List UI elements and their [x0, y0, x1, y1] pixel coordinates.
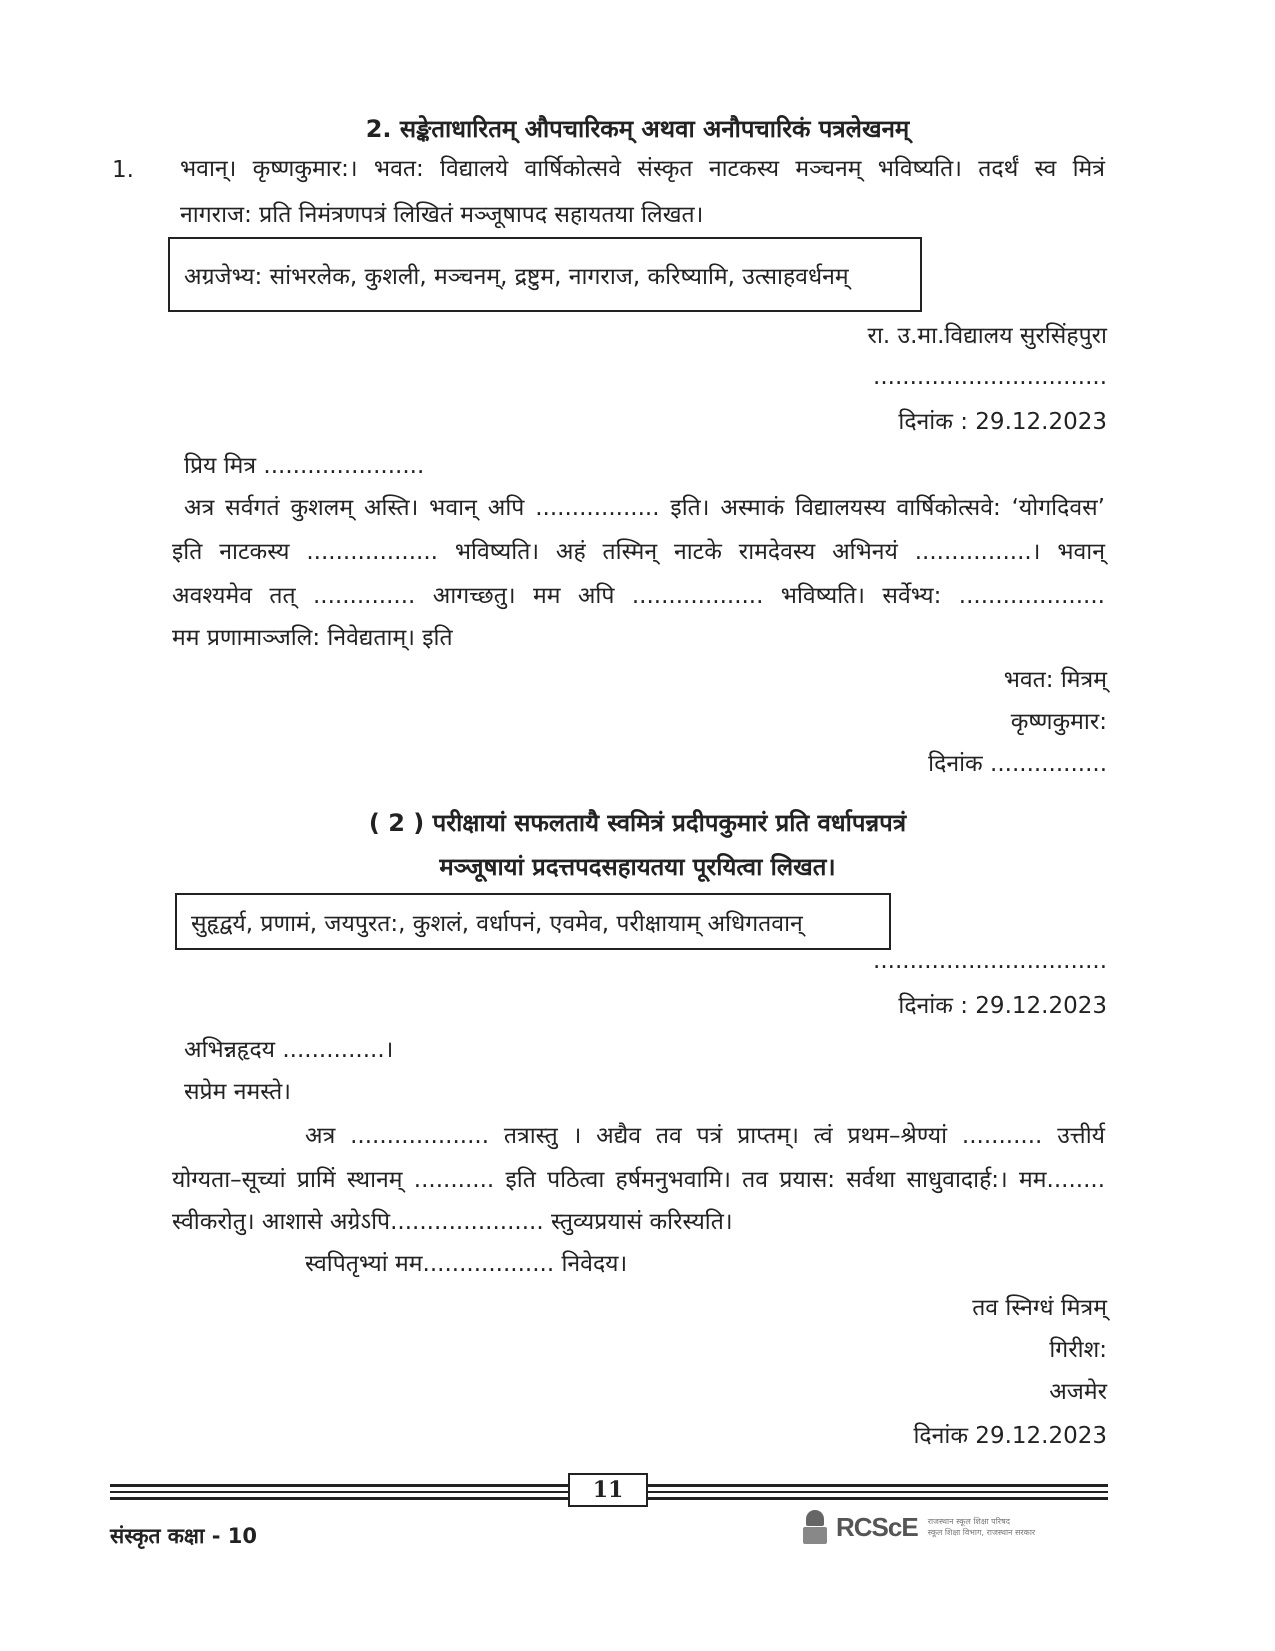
page-number: 11 [568, 1473, 648, 1507]
sender-address: रा. उ.मा.विद्यालय सुरसिंहपुरा [867, 323, 1107, 349]
closing: तव स्निग्धं मित्रम् [972, 1295, 1107, 1321]
salutation: अभिन्नहृदय ..............। [184, 1037, 394, 1063]
letter-body-line: योग्यता–सूच्यां प्रामिं स्थानम् ........... इति पठित्वा हर्षमनुभवामि। तव प्रयास: सर्वथा साधुवादार्ह:। मम........ [172, 1167, 1105, 1193]
letter-body-line: मम प्रणामाञ्जलि: निवेद्यताम्। इति [172, 625, 453, 651]
logo-subtitle-line: राजस्थान स्कूल शिक्षा परिषद [927, 1517, 1010, 1526]
address-blank: ................................ [873, 948, 1107, 974]
letter-body-line: स्वीकरोतु। आशासे अग्रेऽपि..................... स्तुव्यप्रयासं करिस्यति। [172, 1209, 733, 1235]
section-heading: ( 2 ) परीक्षायां सफलतायै स्वमित्रं प्रदीपकुमारं प्रति वर्धापन्नपत्रं [368, 809, 907, 837]
word-box-text: सुहृद्वर्य, प्रणामं, जयपुरत:, कुशलं, वर्धापनं, एवमेव, परीक्षायाम् अधिगतवान् [191, 910, 803, 937]
closing: भवत: मित्रम् [1003, 667, 1107, 693]
logo-subtitle [928, 1516, 1035, 1538]
logo-text: RCScE [836, 1511, 918, 1542]
question-text-line: नागराज: प्रति निमंत्रणपत्रं लिखितं मञ्जूषापद सहायतया लिखत। [180, 202, 704, 228]
rcsce-logo [800, 1510, 1035, 1544]
letter-date: दिनांक : 29.12.2023 [898, 993, 1107, 1019]
address-blank: ................................ [873, 364, 1107, 390]
word-box [168, 237, 922, 312]
word-box [175, 893, 891, 950]
question-text-line: भवान्। कृष्णकुमार:। भवत: विद्यालये वार्षिकोत्सवे संस्कृत नाटकस्य मञ्चनम् भविष्यति। तदर्थं स्व मित्रं [180, 156, 1105, 182]
question-number: 1. [112, 157, 134, 183]
letter-body-line: अवश्यमेव तत् .............. आगच्छतु। मम अपि .................. भविष्यति। सर्वेभ्य: .................... [172, 583, 1105, 609]
greeting: सप्रेम नमस्ते। [184, 1079, 291, 1105]
signature-place: अजमेर [1049, 1379, 1107, 1405]
salutation: प्रिय मित्र ...................... [184, 453, 425, 479]
word-box-text: अग्रजेभ्य: सांभरलेक, कुशली, मञ्चनम्, द्रष्टुम, नागराज, करिष्यामि, उत्साहवर्धनम् [184, 263, 849, 290]
letter-date: दिनांक : 29.12.2023 [898, 409, 1107, 435]
book-title: संस्कृत कक्षा - 10 [110, 1524, 257, 1548]
signature-name: कृष्णकुमार: [1010, 709, 1107, 735]
section-heading: 2. सङ्केताधारितम् औपचारिकम् अथवा अनौपचारिकं पत्रलेखनम् [365, 115, 910, 143]
closing-date: दिनांक ................ [928, 751, 1107, 777]
section-heading: मञ्जूषायां प्रदत्तपदसहायतया पूरयित्वा लिखत। [439, 853, 836, 881]
signature-name: गिरीश: [1049, 1337, 1107, 1363]
logo-subtitle-line: स्कूल शिक्षा विभाग, राजस्थान सरकार [927, 1528, 1036, 1537]
letter-body-line: इति नाटकस्य .................. भविष्यति। अहं तस्मिन् नाटके रामदेवस्य अभिनयं ................। भवान् [172, 539, 1105, 565]
letter-body-line: अत्र सर्वगतं कुशलम् अस्ति। भवान् अपि ................. इति। अस्माकं विद्यालयस्य वार्षिकोत्सवे: ‘योगदिवस’ [184, 495, 1105, 521]
letter-body-line: अत्र ................... तत्रास्तु । अद्यैव तव पत्रं प्राप्तम्। त्वं प्रथम–श्रेण्यां ........... उत्तीर्य [305, 1123, 1105, 1149]
letter-body-line: स्वपितृभ्यां मम.................. निवेदय। [305, 1251, 628, 1277]
closing-date: दिनांक 29.12.2023 [913, 1423, 1107, 1449]
state-emblem-icon [800, 1510, 830, 1544]
